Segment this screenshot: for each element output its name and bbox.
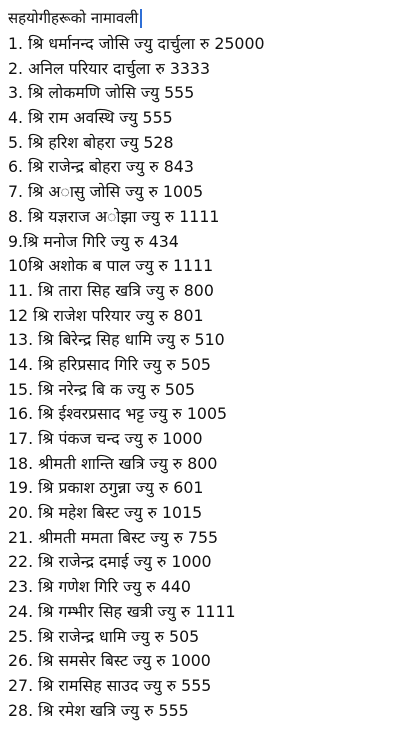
list-item: 20. श्रि महेश बिस्ट ज्यु रु 1015 bbox=[8, 503, 203, 523]
list-item: 12 श्रि राजेश परियार ज्यु रु 801 bbox=[8, 305, 204, 325]
list-item: 19. श्रि प्रकाश ठगुन्ना ज्यु रु 601 bbox=[8, 478, 204, 498]
list-item: 13. श्रि बिरेन्द्र सिह धामि ज्यु रु 510 bbox=[8, 330, 225, 350]
document-title: सहयोगीहरूको नामावली bbox=[8, 9, 139, 27]
list-item: 26. श्रि समसेर बिस्ट ज्यु रु 1000 bbox=[8, 651, 211, 671]
list-item: 22. श्रि राजेन्द्र दमाई ज्यु रु 1000 bbox=[8, 552, 212, 572]
list-item: 3. श्रि लोकमणि जोसि ज्यु 555 bbox=[8, 83, 195, 103]
list-item: 8. श्रि यज्ञराज अोझा ज्यु रु 1111 bbox=[8, 206, 220, 226]
list-item: 24. श्रि गम्भीर सिह खत्री ज्यु रु 1111 bbox=[8, 601, 236, 621]
list-item: 21. श्रीमती ममता बिस्ट ज्यु रु 755 bbox=[8, 527, 219, 547]
list-item: 4. श्रि राम अवस्थि ज्यु 555 bbox=[8, 108, 173, 128]
list-item: 6. श्रि राजेन्द्र बोहरा ज्यु रु 843 bbox=[8, 157, 194, 177]
list-item: 10श्रि अशोक ब पाल ज्यु रु 1111 bbox=[8, 256, 214, 276]
list-item: 16. श्रि ईश्वरप्रसाद भट्ट ज्यु रु 1005 bbox=[8, 404, 228, 424]
list-item: 14. श्रि हरिप्रसाद गिरि ज्यु रु 505 bbox=[8, 354, 211, 374]
list-item: 18. श्रीमती शान्ति खत्रि ज्यु रु 800 bbox=[8, 453, 218, 473]
list-item: 9.श्रि मनोज गिरि ज्यु रु 434 bbox=[8, 231, 179, 251]
list-item: 23. श्रि गणेश गिरि ज्यु रु 440 bbox=[8, 577, 191, 597]
list-item: 1. श्रि धर्मानन्द जोसि ज्यु दार्चुला रु 25000 bbox=[8, 34, 265, 53]
list-item: 5. श्रि हरिश बोहरा ज्यु 528 bbox=[8, 132, 174, 152]
list-item: 15. श्रि नरेन्द्र बि क ज्यु रु 505 bbox=[8, 379, 196, 399]
list-item: 11. श्रि तारा सिह खत्रि ज्यु रु 800 bbox=[8, 280, 214, 300]
document-title-line[interactable] bbox=[8, 6, 399, 30]
contributor-list bbox=[8, 32, 399, 723]
list-item: 2. अनिल परियार दार्चुला रु 3333 bbox=[8, 58, 211, 78]
list-item: 17. श्रि पंकज चन्द ज्यु रु 1000 bbox=[8, 429, 203, 448]
list-item: 27. श्रि रामसिह साउद ज्यु रु 555 bbox=[8, 675, 212, 695]
list-item: 25. श्रि राजेन्द्र धामि ज्यु रु 505 bbox=[8, 626, 200, 646]
list-item: 7. श्रि अासु जोसि ज्यु रु 1005 bbox=[8, 182, 204, 202]
text-cursor bbox=[140, 9, 142, 28]
list-item: 28. श्रि रमेश खत्रि ज्यु रु 555 bbox=[8, 700, 189, 720]
